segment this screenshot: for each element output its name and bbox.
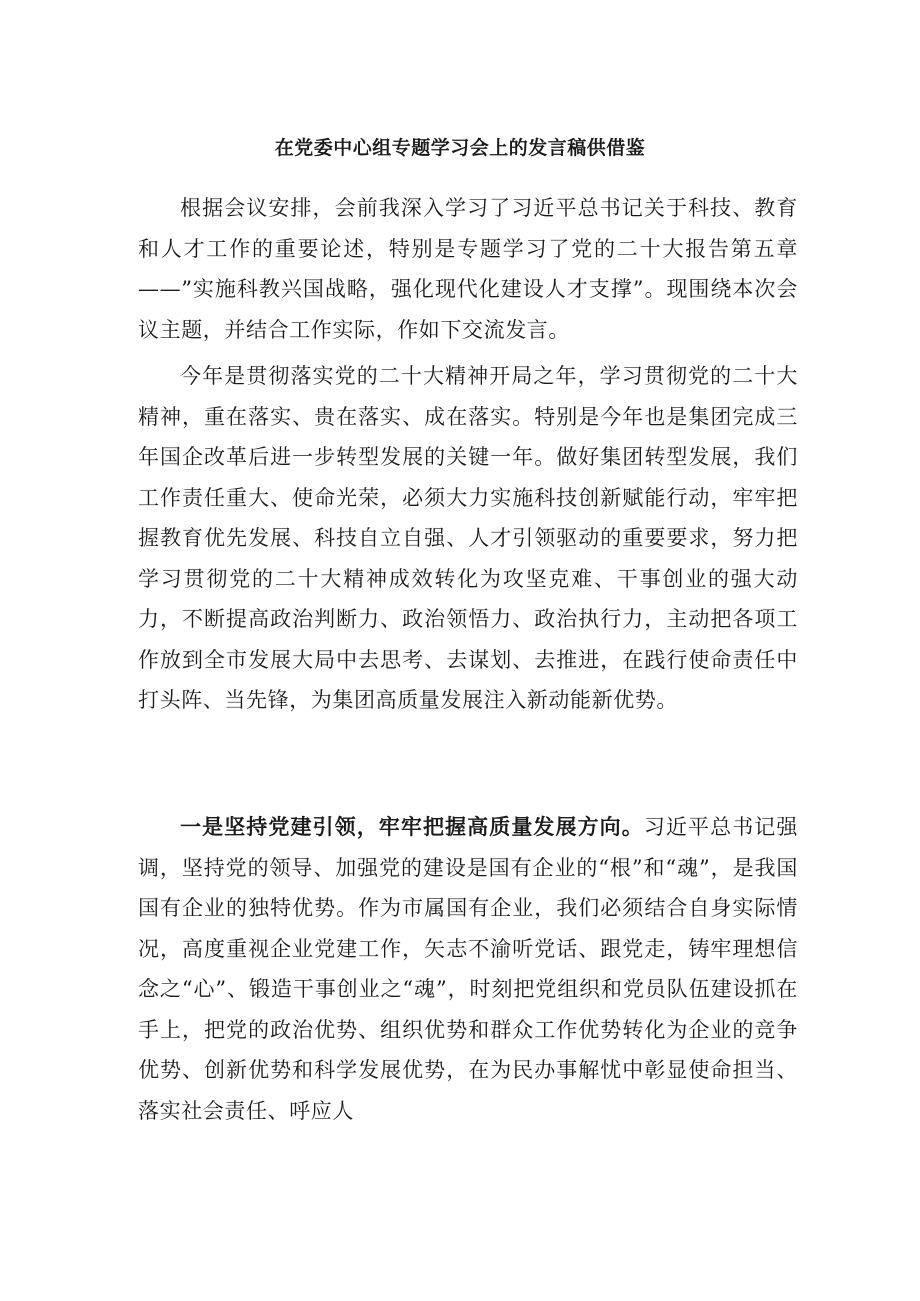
paragraph-text: 今年是贯彻落实党的二十大精神开局之年，学习贯彻党的二十大精神，重在落实、贵在落实、成在落实。特别是今年也是集团完成三年国企改革后进一步转型发展的关键一年。做好集团转型发展，我们工作责任重大、使命光荣，必须大力实施科技创新赋能行动，牢牢把握教育优先发展、科技自立自强、人才引领驱动的重要要求，努力把学习贯彻党的二十大精神成效转化为攻坚克难、干事创业的强大动力，不断提高政治判断力、政治领悟力、政治执行力，主动把各项工作放到全市发展大局中去思考、去谋划、去推进，在践行使命责任中打头阵、当先锋，为集团高质量发展注入新动能新优势。 bbox=[138, 364, 798, 712]
paragraph-point-one bbox=[138, 807, 798, 1131]
paragraph-text: 习近平总书记强调，坚持党的领导、加强党的建设是国有企业的“根”和“魂”，是我国国有企业的独特优势。作为市属国有企业，我们必须结合自身实际情况，高度重视企业党建工作，矢志不渝听党话、跟党走，铸牢理想信念之“心”、锻造干事创业之“魂”，时刻把党组织和党员队伍建设抓在手上，把党的政治优势、组织优势和群众工作优势转化为企业的竞争优势、创新优势和科学发展优势，在为民办事解忧中彰显使命担当、落实社会责任、呼应人 bbox=[138, 815, 798, 1123]
document-title: 在党委中心组专题学习会上的发言稿供借鉴 bbox=[274, 137, 646, 159]
paragraph-lead-heading: 一是坚持党建引领，牢牢把握高质量发展方向。 bbox=[180, 814, 644, 839]
paragraph-intro bbox=[138, 188, 798, 350]
paragraph-context bbox=[138, 356, 798, 721]
paragraph-text: 根据会议安排，会前我深入学习了习近平总书记关于科技、教育和人才工作的重要论述，特别是专题学习了党的二十大报告第五章——”实施科教兴国战略，强化现代化建设人才支撑”。现围绕本次会议主题，并结合工作实际，作如下交流发言。 bbox=[138, 196, 798, 342]
